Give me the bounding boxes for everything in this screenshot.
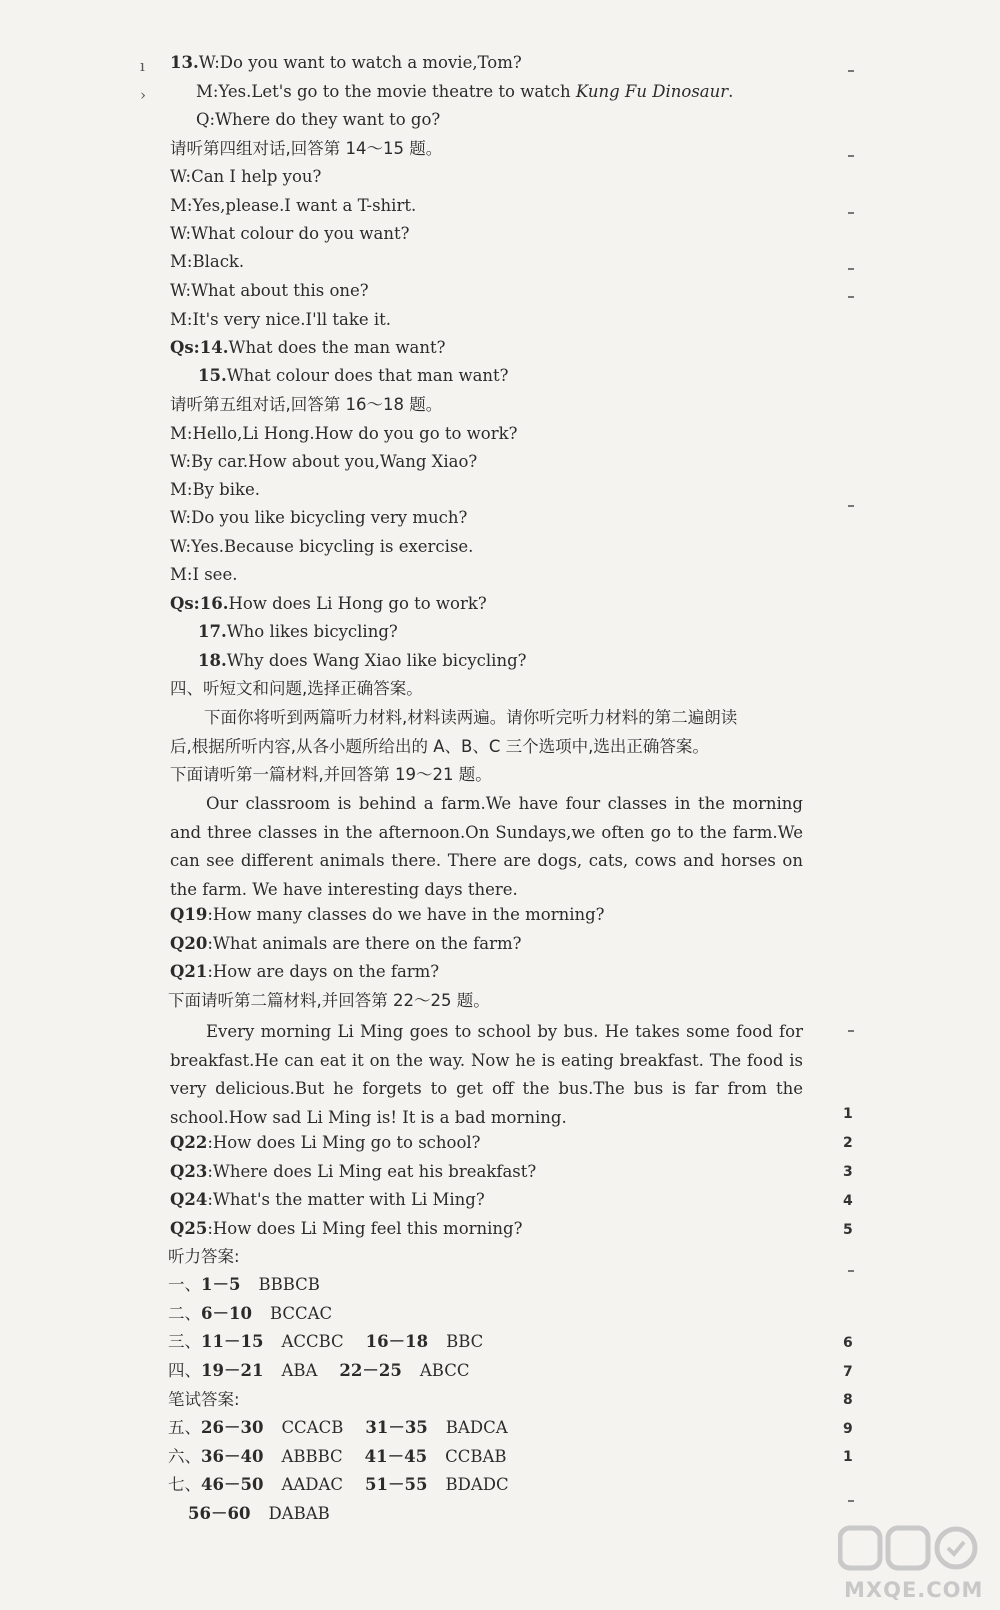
answer-key: DABAB <box>268 1504 330 1523</box>
question-id: Q23 <box>170 1162 208 1181</box>
line-text: 请听第四组对话,回答第 14～15 题。 <box>170 139 443 158</box>
question-text: :How does Li Ming go to school? <box>207 1133 481 1152</box>
margin-tick <box>848 268 854 270</box>
line-text: W:Can I help you? <box>170 167 322 186</box>
line-text: What does the man want? <box>228 338 446 357</box>
line-text: What colour does that man want? <box>226 366 509 385</box>
question-prefix: Qs: <box>170 594 200 613</box>
answer-row <box>168 1417 508 1439</box>
section-number: 一、 <box>168 1275 201 1294</box>
watermark-icon <box>838 1522 978 1574</box>
watermark-text: MXQE.COM <box>844 1578 984 1602</box>
answer-key: BADCA <box>445 1418 508 1437</box>
answer-row <box>168 1274 320 1296</box>
question-range: 56－60 <box>188 1504 251 1523</box>
text-line <box>204 707 737 729</box>
question-text: :What's the matter with Li Ming? <box>207 1190 485 1209</box>
text-line <box>170 564 237 586</box>
question-range: 46－50 <box>201 1475 264 1494</box>
section-number: 七、 <box>168 1475 201 1494</box>
answer-row <box>168 1303 332 1325</box>
question-line <box>170 1132 481 1154</box>
text-line <box>170 736 709 758</box>
margin-number: 7 <box>843 1364 853 1380</box>
margin-number: 1 <box>843 1106 853 1122</box>
line-text-end: . <box>728 82 734 101</box>
margin-tick <box>848 1270 854 1272</box>
question-number: 18. <box>198 651 227 670</box>
answer-row <box>168 1360 469 1382</box>
line-text: W:Do you like bicycling very much? <box>170 508 468 527</box>
answer-key: ABA <box>281 1361 318 1380</box>
movie-title: Kung Fu Dinosaur <box>575 82 729 101</box>
question-range: 19－21 <box>201 1361 264 1380</box>
question-number: 16. <box>199 594 229 613</box>
margin-number: 2 <box>843 1135 853 1151</box>
line-text: W:Do you want to watch a movie,Tom? <box>198 53 522 72</box>
question-id: Q25 <box>170 1219 208 1238</box>
margin-tick <box>848 505 854 507</box>
line-text: M:Hello,Li Hong.How do you go to work? <box>170 424 518 443</box>
text-line <box>196 81 733 103</box>
margin-number: 6 <box>843 1335 853 1351</box>
question-id: Q24 <box>170 1190 208 1209</box>
margin-tick <box>848 212 854 214</box>
passage-1: Our classroom is behind a farm.We have four classes in the morning and three classes in the afternoon.On Sundays,we often go to the farm.We can see different animals there. There are dogs, cats, cows and horses on the farm. We have interesting days there. <box>170 794 803 899</box>
text-line <box>170 309 391 331</box>
question-line <box>170 904 605 926</box>
line-text: M:Yes.Let's go to the movie theatre to watch <box>196 82 576 101</box>
line-text: 下面你将听到两篇听力材料,材料读两遍。请你听完听力材料的第二遍朗读 <box>204 708 738 727</box>
margin-number: 3 <box>843 1164 853 1180</box>
answer-row <box>188 1503 330 1525</box>
question-range: 22－25 <box>339 1361 402 1380</box>
question-text: :How many classes do we have in the morning? <box>207 905 605 924</box>
text-line <box>170 507 467 529</box>
margin-tick <box>848 70 854 72</box>
answer-key: ACCBC <box>281 1332 344 1351</box>
margin-tick <box>848 1030 854 1032</box>
question-range: 36－40 <box>201 1447 264 1466</box>
question-range: 11－15 <box>201 1332 264 1351</box>
margin-number: 5 <box>843 1222 853 1238</box>
text-line <box>198 365 509 387</box>
text-line <box>170 536 473 558</box>
text-line <box>170 223 409 245</box>
margin-tick <box>848 155 854 157</box>
line-text: W:What about this one? <box>170 281 369 300</box>
question-id: Q19 <box>170 905 208 924</box>
question-id: Q21 <box>170 962 208 981</box>
question-text: :How does Li Ming feel this morning? <box>207 1219 523 1238</box>
line-text: M:By bike. <box>170 480 260 499</box>
answer-key: ABBBC <box>281 1447 343 1466</box>
question-line <box>170 1161 536 1183</box>
margin-tick <box>848 296 854 298</box>
text-line <box>170 479 260 501</box>
section-number: 四、 <box>168 1361 201 1380</box>
text-line <box>170 280 369 302</box>
watermark-logo <box>832 1522 982 1602</box>
line-text: M:Black. <box>170 252 245 271</box>
section-number: 五、 <box>168 1418 201 1437</box>
passage-2: Every morning Li Ming goes to school by bus. He takes some food for breakfast.He can eat it on the way. Now he is eating breakfast. The food is very delicious.But he forgets to get off the bus.The bus is far from the school.How sad Li Ming is! It is a bad morning. <box>170 1022 803 1127</box>
question-line <box>170 961 439 983</box>
text-line <box>196 109 440 131</box>
text-line <box>170 593 487 615</box>
line-text: W:What colour do you want? <box>170 224 410 243</box>
question-number: 13. <box>170 53 199 72</box>
question-text: :Where does Li Ming eat his breakfast? <box>207 1162 537 1181</box>
answer-row <box>168 1446 507 1468</box>
margin-tick <box>848 1500 854 1502</box>
section-number: 二、 <box>168 1304 201 1323</box>
text-line <box>170 337 445 359</box>
margin-scan-mark: › <box>140 86 146 104</box>
question-id: Q20 <box>170 934 208 953</box>
answer-key: BCCAC <box>269 1304 333 1323</box>
passage-2-heading: 下面请听第二篇材料,并回答第 22～25 题。 <box>168 991 490 1010</box>
line-text: W:By car.How about you,Wang Xiao? <box>170 452 478 471</box>
question-line <box>170 933 521 955</box>
text-line <box>198 650 526 672</box>
question-number: 14. <box>199 338 229 357</box>
line-text: Who likes bicycling? <box>226 622 398 641</box>
text-line <box>170 195 416 217</box>
section-number: 六、 <box>168 1447 201 1466</box>
question-text: :What animals are there on the farm? <box>207 934 522 953</box>
written-answers-title: 笔试答案: <box>168 1390 240 1409</box>
line-text: 下面请听第一篇材料,并回答第 19～21 题。 <box>170 765 492 784</box>
listening-answers-title: 听力答案: <box>168 1247 240 1266</box>
line-text: 四、听短文和问题,选择正确答案。 <box>170 679 423 698</box>
question-range: 51－55 <box>365 1475 428 1494</box>
question-number: 17. <box>198 622 227 641</box>
question-text: :How are days on the farm? <box>207 962 440 981</box>
margin-number: 9 <box>843 1421 853 1437</box>
text-line <box>170 138 442 160</box>
question-id: Q22 <box>170 1133 208 1152</box>
text-line <box>170 678 423 700</box>
margin-number: 8 <box>843 1392 853 1408</box>
line-text: M:It's very nice.I'll take it. <box>170 310 392 329</box>
text-line <box>170 52 522 74</box>
text-line <box>198 621 398 643</box>
text-line <box>170 394 442 416</box>
question-range: 6－10 <box>201 1304 252 1323</box>
line-text: W:Yes.Because bicycling is exercise. <box>170 537 474 556</box>
question-range: 41－45 <box>364 1447 428 1466</box>
text-line <box>170 764 492 786</box>
answer-row <box>168 1331 483 1353</box>
answer-key: ABCC <box>419 1361 470 1380</box>
question-prefix: Qs: <box>170 338 200 357</box>
question-range: 1－5 <box>201 1275 241 1294</box>
answer-key: CCACB <box>281 1418 344 1437</box>
question-line <box>170 1218 522 1240</box>
line-text: M:I see. <box>170 565 238 584</box>
question-range: 26－30 <box>201 1418 264 1437</box>
line-text: 后,根据所听内容,从各小题所给出的 A、B、C 三个选项中,选出正确答案。 <box>170 737 709 756</box>
text-line <box>170 451 477 473</box>
text-line <box>170 251 244 273</box>
line-text: Why does Wang Xiao like bicycling? <box>226 651 527 670</box>
question-range: 16－18 <box>365 1332 429 1351</box>
line-text: Q:Where do they want to go? <box>196 110 441 129</box>
answer-row <box>168 1474 509 1496</box>
margin-scan-mark: ı <box>140 57 145 75</box>
margin-number: 1 <box>843 1449 853 1465</box>
line-text: 请听第五组对话,回答第 16～18 题。 <box>170 395 443 414</box>
answer-key: CCBAB <box>445 1447 507 1466</box>
text-line <box>170 423 517 445</box>
answer-key: BDADC <box>445 1475 509 1494</box>
margin-number: 4 <box>843 1193 853 1209</box>
answer-key: AADAC <box>281 1475 344 1494</box>
question-range: 31－35 <box>365 1418 428 1437</box>
question-number: 15. <box>198 366 227 385</box>
section-number: 三、 <box>168 1332 201 1351</box>
text-line <box>170 166 321 188</box>
answer-key: BBBCB <box>258 1275 320 1294</box>
line-text: M:Yes,please.I want a T-shirt. <box>170 196 417 215</box>
answer-key: BBC <box>446 1332 484 1351</box>
line-text: How does Li Hong go to work? <box>228 594 487 613</box>
question-line <box>170 1189 485 1211</box>
